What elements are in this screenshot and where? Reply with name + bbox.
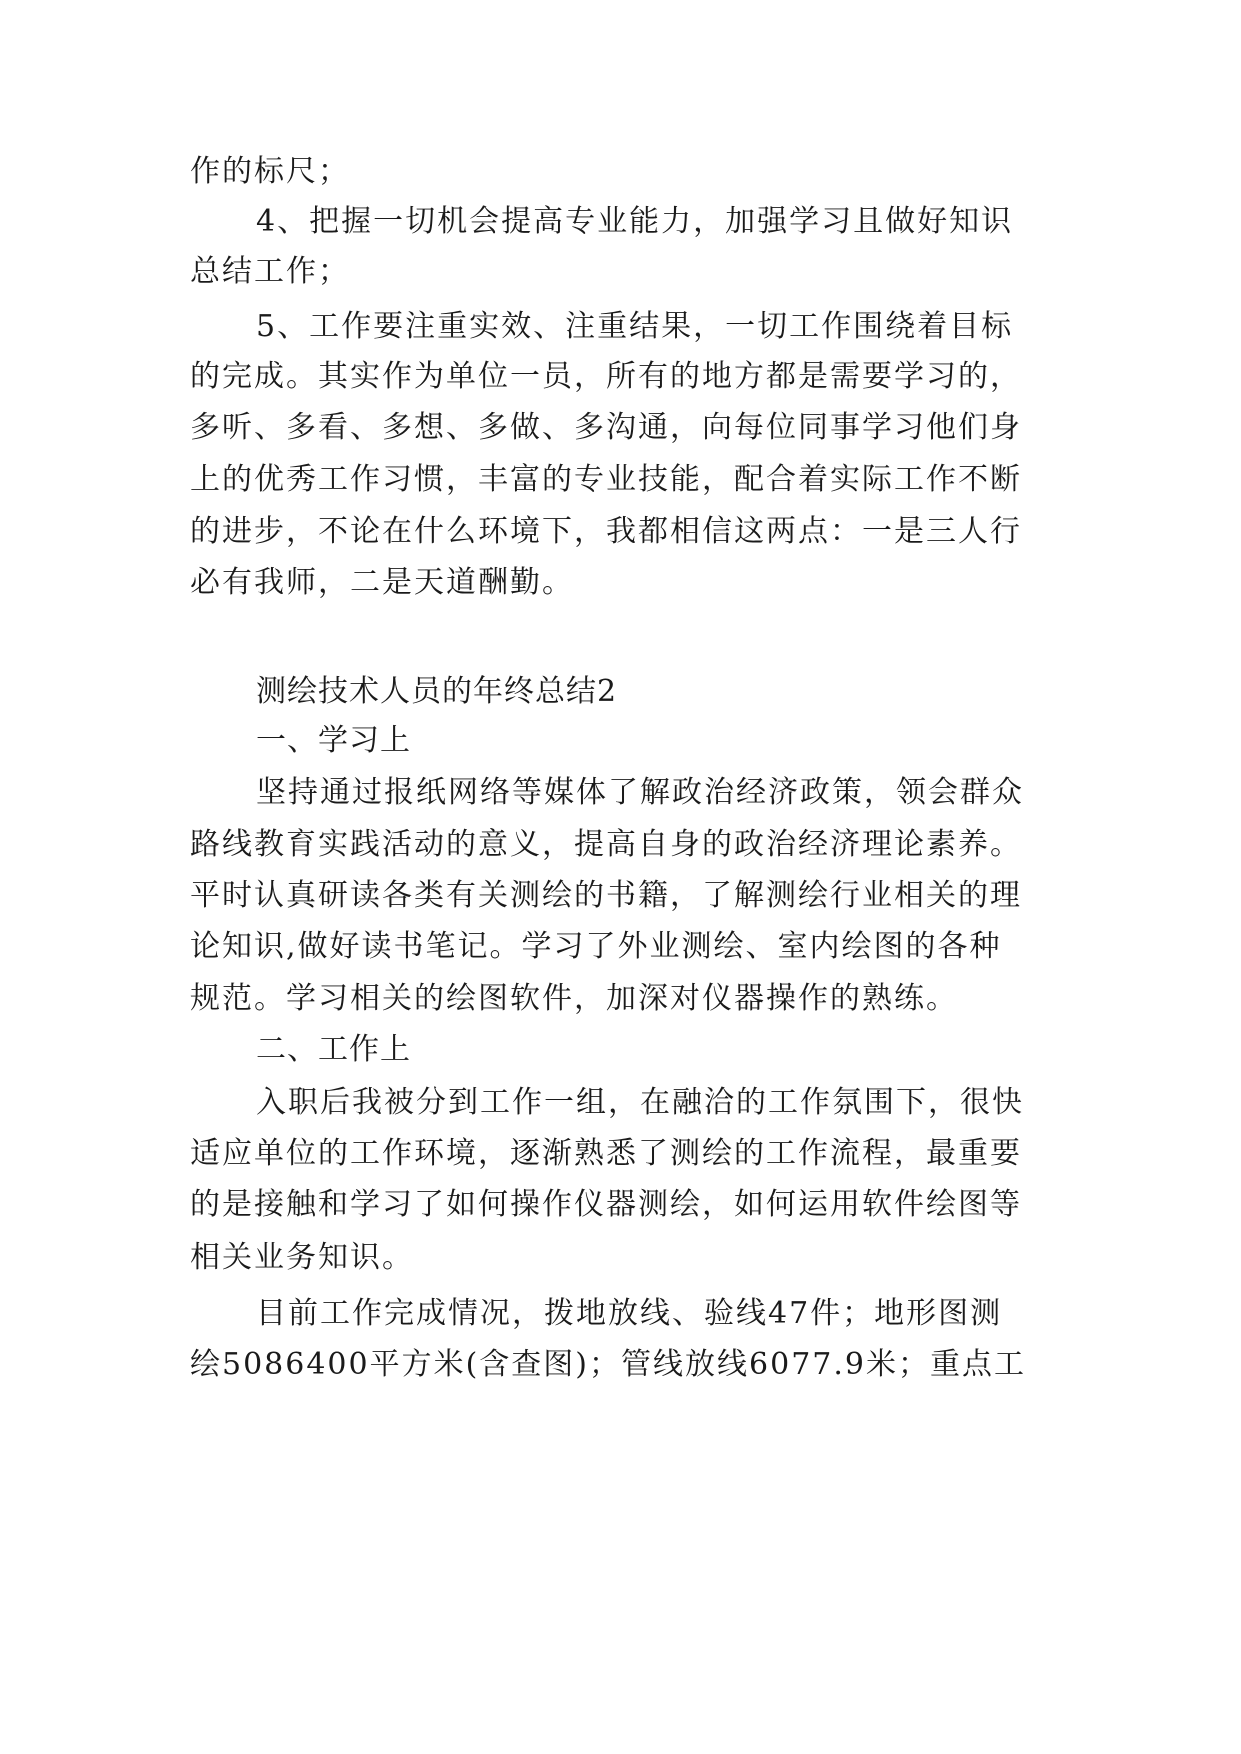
subheading-work: 二、工作上 — [256, 1032, 411, 1067]
paragraph-line: 绘5086400平方米(含查图)；管线放线6077.9米；重点工 — [190, 1347, 1026, 1382]
paragraph-line: 的进步，不论在什么环境下，我都相信这两点：一是三人行 — [190, 514, 1022, 549]
paragraph-line: 作的标尺； — [190, 154, 350, 189]
paragraph-line: 5、工作要注重实效、注重结果，一切工作围绕着目标 — [256, 309, 1014, 344]
paragraph-line: 规范。学习相关的绘图软件，加深对仪器操作的熟练。 — [190, 981, 958, 1016]
paragraph-line: 上的优秀工作习惯，丰富的专业技能，配合着实际工作不断 — [190, 462, 1022, 497]
paragraph-line: 平时认真研读各类有关测绘的书籍，了解测绘行业相关的理 — [190, 878, 1022, 913]
paragraph-line: 4、把握一切机会提高专业能力，加强学习且做好知识 — [256, 204, 1014, 239]
paragraph-line: 路线教育实践活动的意义，提高自身的政治经济理论素养。 — [190, 827, 1022, 862]
paragraph-line: 多听、多看、多想、多做、多沟通，向每位同事学习他们身 — [190, 410, 1022, 445]
paragraph-line: 入职后我被分到工作一组，在融洽的工作氛围下，很快 — [256, 1085, 1024, 1120]
paragraph-line: 坚持通过报纸网络等媒体了解政治经济政策，领会群众 — [256, 775, 1024, 810]
paragraph-line: 相关业务知识。 — [190, 1240, 414, 1275]
subheading-study: 一、学习上 — [256, 723, 411, 758]
paragraph-line: 总结工作； — [190, 254, 350, 289]
paragraph-line: 适应单位的工作环境，逐渐熟悉了测绘的工作流程，最重要 — [190, 1136, 1022, 1171]
paragraph-line: 的是接触和学习了如何操作仪器测绘，如何运用软件绘图等 — [190, 1187, 1022, 1222]
paragraph-line: 必有我师，二是天道酬勤。 — [190, 565, 574, 600]
paragraph-line: 的完成。其实作为单位一员，所有的地方都是需要学习的， — [190, 359, 1022, 394]
paragraph-line: 论知识,做好读书笔记。学习了外业测绘、室内绘图的各种 — [190, 929, 1002, 964]
paragraph-line: 目前工作完成情况，拨地放线、验线47件；地形图测 — [256, 1296, 1003, 1331]
section-title: 测绘技术人员的年终总结2 — [256, 674, 618, 709]
